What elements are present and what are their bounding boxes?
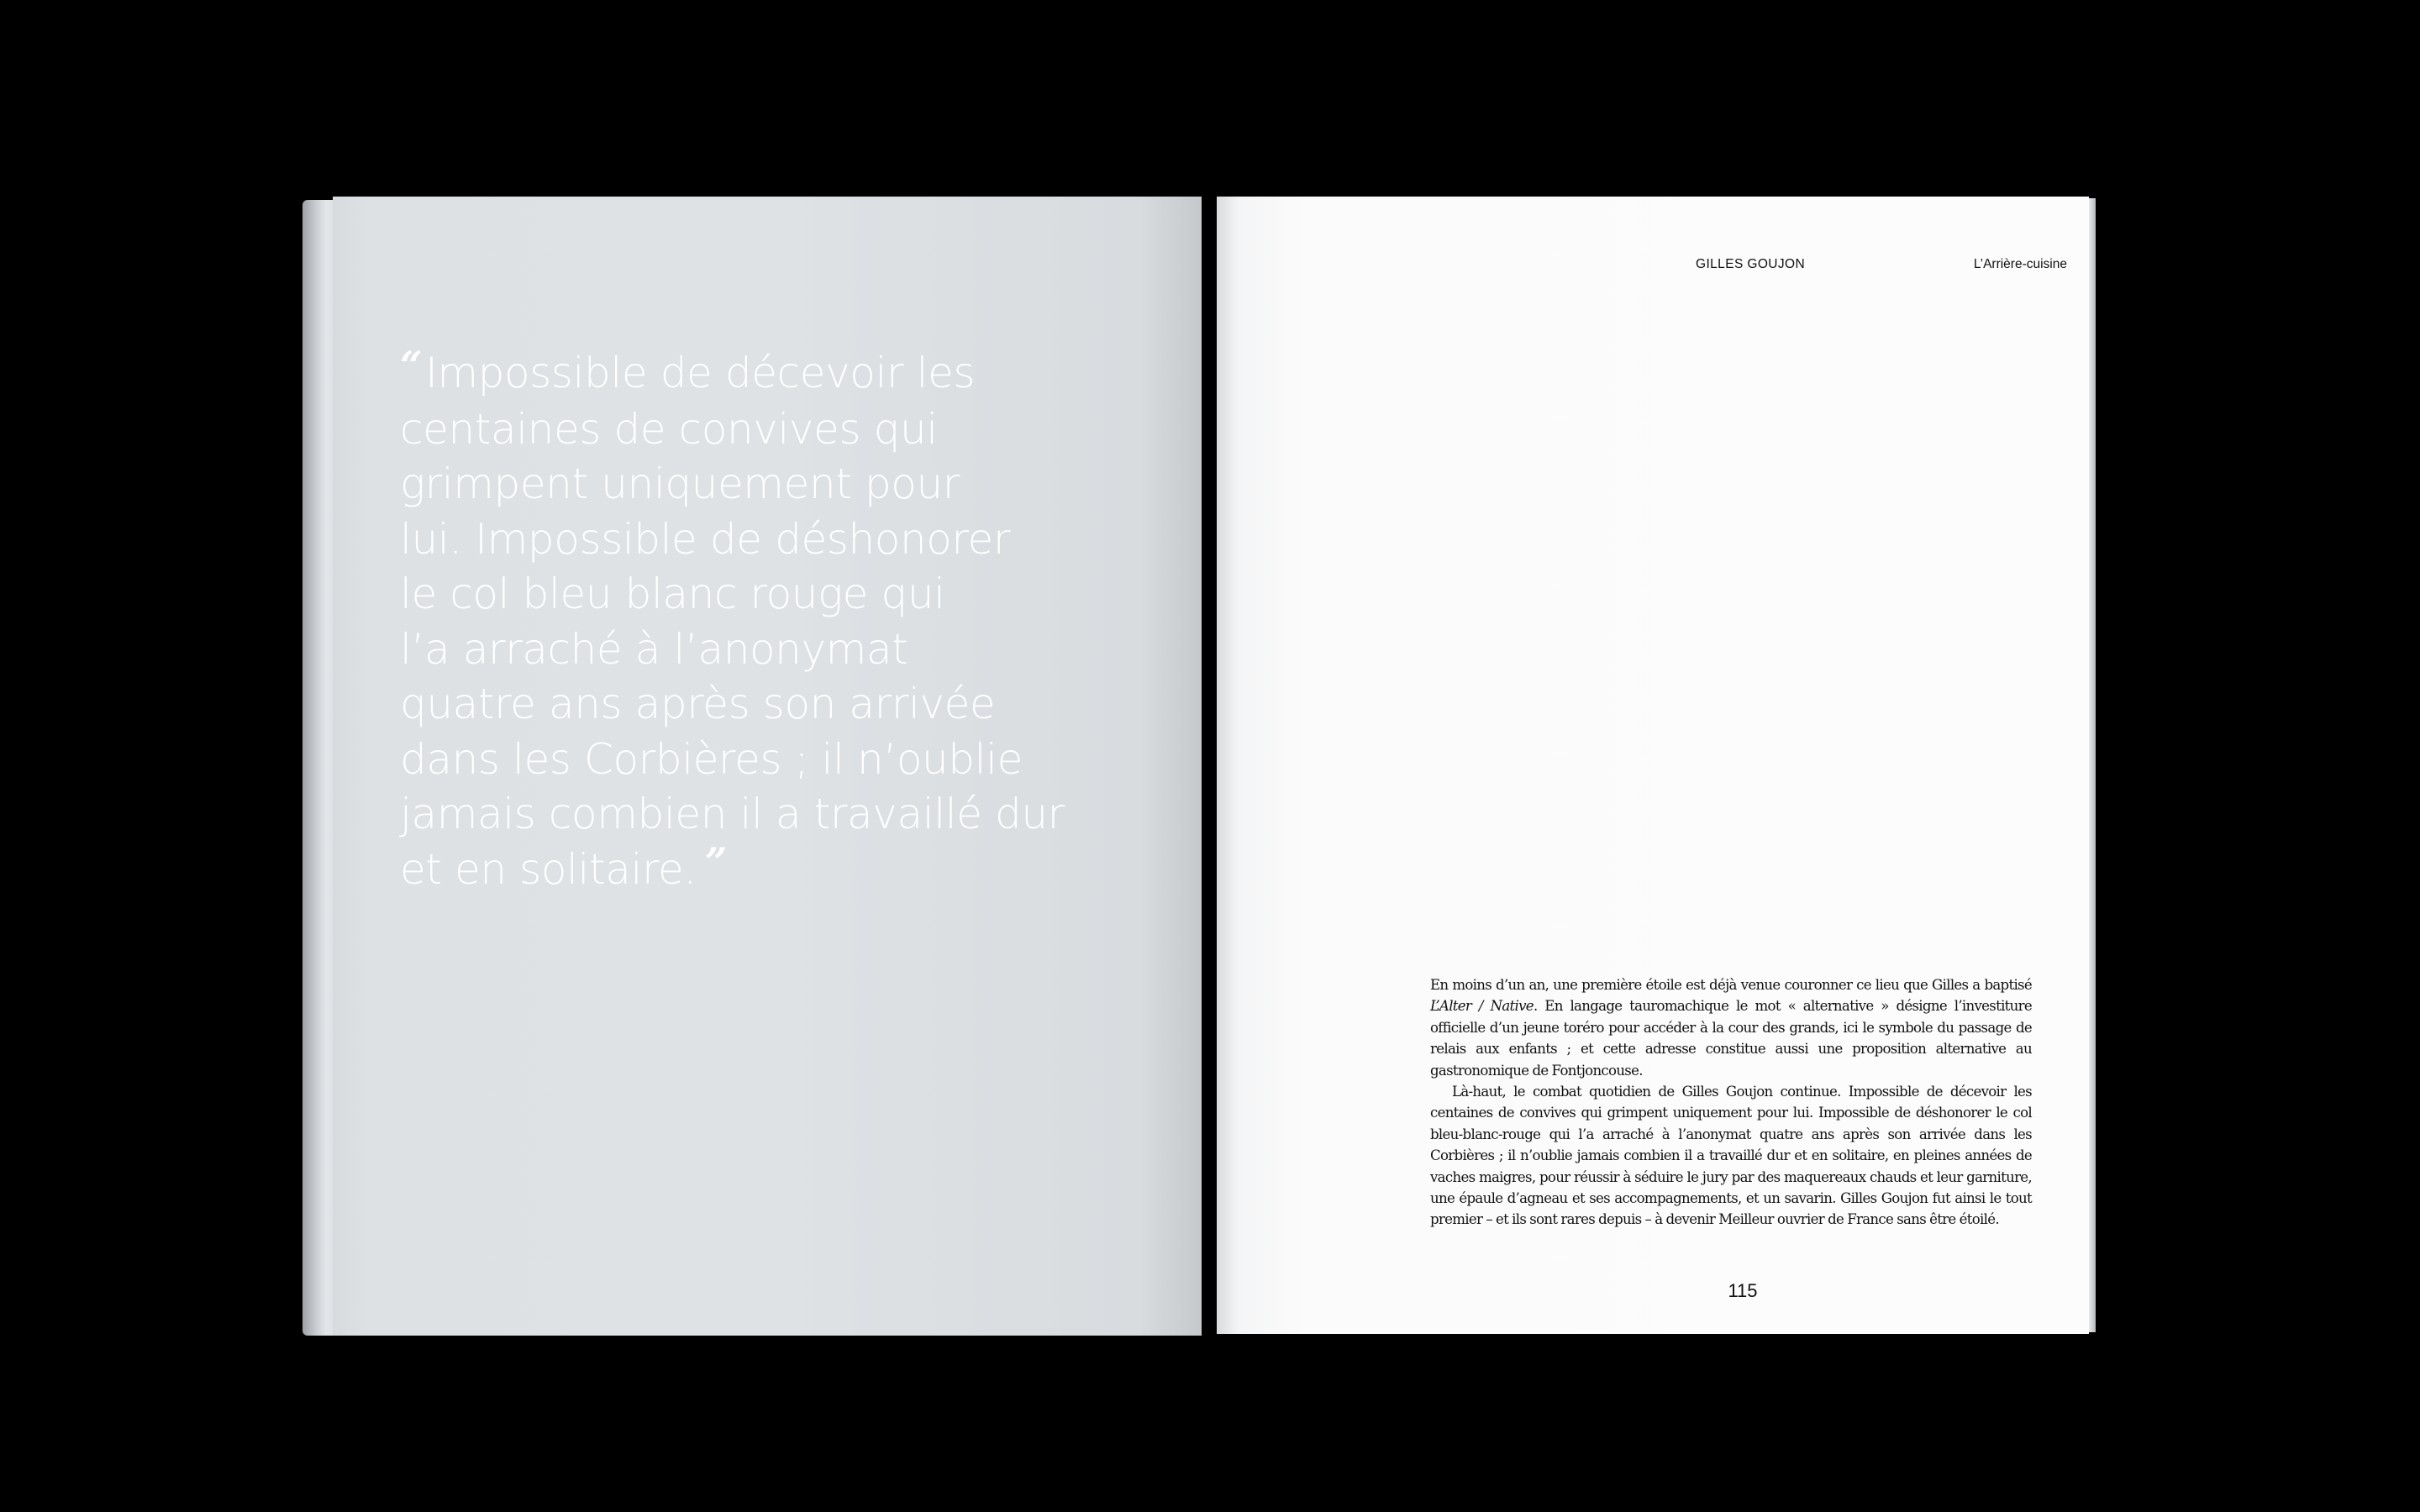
pull-quote-line: et en solitaire. ” — [400, 838, 727, 894]
pull-quote-line: le col bleu blanc rouge qui — [400, 570, 945, 618]
body-paragraph: En moins d’un an, une première étoile est déjà venue couronner ce lieu que Gilles a baptisé L’Alter / Native. En langage tauromachique le mot « alternative » désigne l’investiture officielle d’un jeune toréro pour accéder à la cour des grands, ici le symbole du passage de relais aux enfants ; et cette adresse constitue aussi une proposition alternative au gastronomique de Fontjoncouse. — [1430, 977, 2032, 1079]
page-number: 115 — [1728, 1280, 1758, 1301]
body-text — [1430, 974, 2032, 1231]
right-page-block-edges — [2089, 198, 2096, 1332]
pull-quote-line: l’a arraché à l’anonymat — [400, 624, 908, 674]
pull-quote-line: dans les Corbières ; il n’oublie — [400, 734, 1023, 784]
left-page-block-edges — [302, 200, 336, 1336]
pull-quote-line: grimpent uniquement pour — [400, 459, 960, 508]
pull-quote-line: jamais combien il a travaillé dur — [400, 790, 1065, 838]
open-quote-mark: “ — [400, 343, 423, 388]
book-title-italic: L’Alter / Native — [1430, 998, 1534, 1015]
close-quote-mark: ” — [704, 838, 727, 885]
body-paragraph: Là-haut, le combat quotidien de Gilles Goujon continue. Impossible de décevoir les centaines de convives qui grimpent uniquement pour lui. Impossible de déshonorer le col bleu-blanc-rouge qui l’a arraché à l’anonymat quatre ans après son arrivée dans les Corbières ; il n’oublie jamais combien il a travaillé dur et en solitaire, en pleines années de vaches maigres, pour réussir à séduire le jury par des maquereaux chauds et leur garniture, une épaule d’agneau et ses accompagnements, et un savarin. Gilles Goujon fut ainsi le tout premier – et ils sont rares depuis – à devenir Meilleur ouvrier de France sans être étoilé. — [1430, 1084, 2032, 1228]
pull-quote-line: lui. Impossible de déshonorer — [400, 514, 1010, 564]
right-page — [1217, 197, 2089, 1334]
pull-quote-line: centaines de convives qui — [400, 404, 938, 454]
pull-quote — [400, 343, 1156, 898]
pull-quote-line: quatre ans après son arrivée — [400, 680, 996, 728]
pull-quote-line: “Impossible de décevoir les — [400, 343, 976, 397]
running-head-section: L’Arrière-cuisine — [1973, 257, 2067, 271]
left-page — [333, 197, 1208, 1336]
running-head-author: GILLES GOUJON — [1696, 257, 1806, 271]
